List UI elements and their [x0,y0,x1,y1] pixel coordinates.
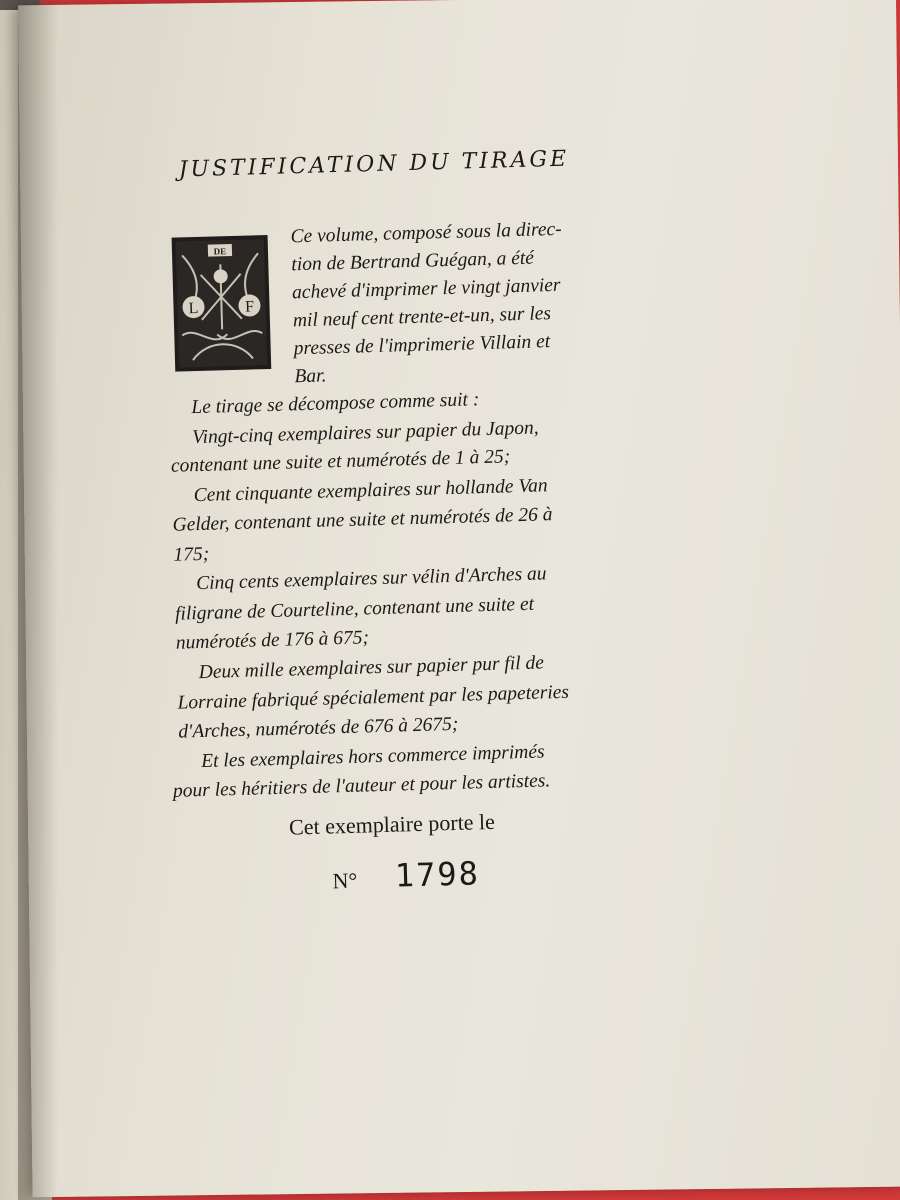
page-heading: JUSTIFICATION DU TIRAGE [178,146,570,183]
copy-label: Cet exemplaire porte le [288,808,496,840]
emblem-letter-f: F [244,298,255,316]
emblem-letter-de: DE [213,246,227,257]
text-line: filigrane de Courteline, contenant une suite et [174,593,535,625]
text-line: 175; [173,543,210,566]
emblem-letter-l: L [188,299,199,318]
text-line: Bar. [294,365,327,388]
text-line: d'Arches, numérotés de 676 à 2675; [178,713,459,743]
text-line: contenant une suite et numérotés de 1 à 25; [170,446,511,477]
woodcut-emblem-icon [170,233,274,374]
text-line: Lorraine fabriqué spécialement par les papeteries [177,681,570,714]
number-prefix: N° [332,867,358,894]
text-line: mil neuf cent trente-et-un, sur les [292,303,552,332]
text-line: Et les exemplaires hors commerce imprimés [200,741,545,773]
text-line: Gelder, contenant une suite et numérotés de 26 à [172,504,553,536]
text-line: Deux mille exemplaires sur papier pur fil de [198,652,545,684]
text-line: numérotés de 176 à 675; [175,627,370,654]
text-line: Ce volume, composé sous la direc- [290,218,562,248]
text-line: Cinq cents exemplaires sur vélin d'Arches au [195,563,547,595]
text-line: Cent cinquante exemplaires sur hollande Van [193,475,548,507]
text-line: Vingt-cinq exemplaires sur papier du Japon, [191,417,539,449]
text-line: Le tirage se décompose comme suit : [191,389,480,419]
text-line: presses de l'imprimerie Villain et [293,331,551,360]
text-line: achevé d'imprimer le vingt janvier [291,274,561,304]
text-line: pour les héritiers de l'auteur et pour les artistes. [172,770,551,802]
copy-number: 1798 [394,854,481,895]
copy-number-row [332,854,480,896]
text-line: tion de Bertrand Guégan, a été [291,247,535,276]
